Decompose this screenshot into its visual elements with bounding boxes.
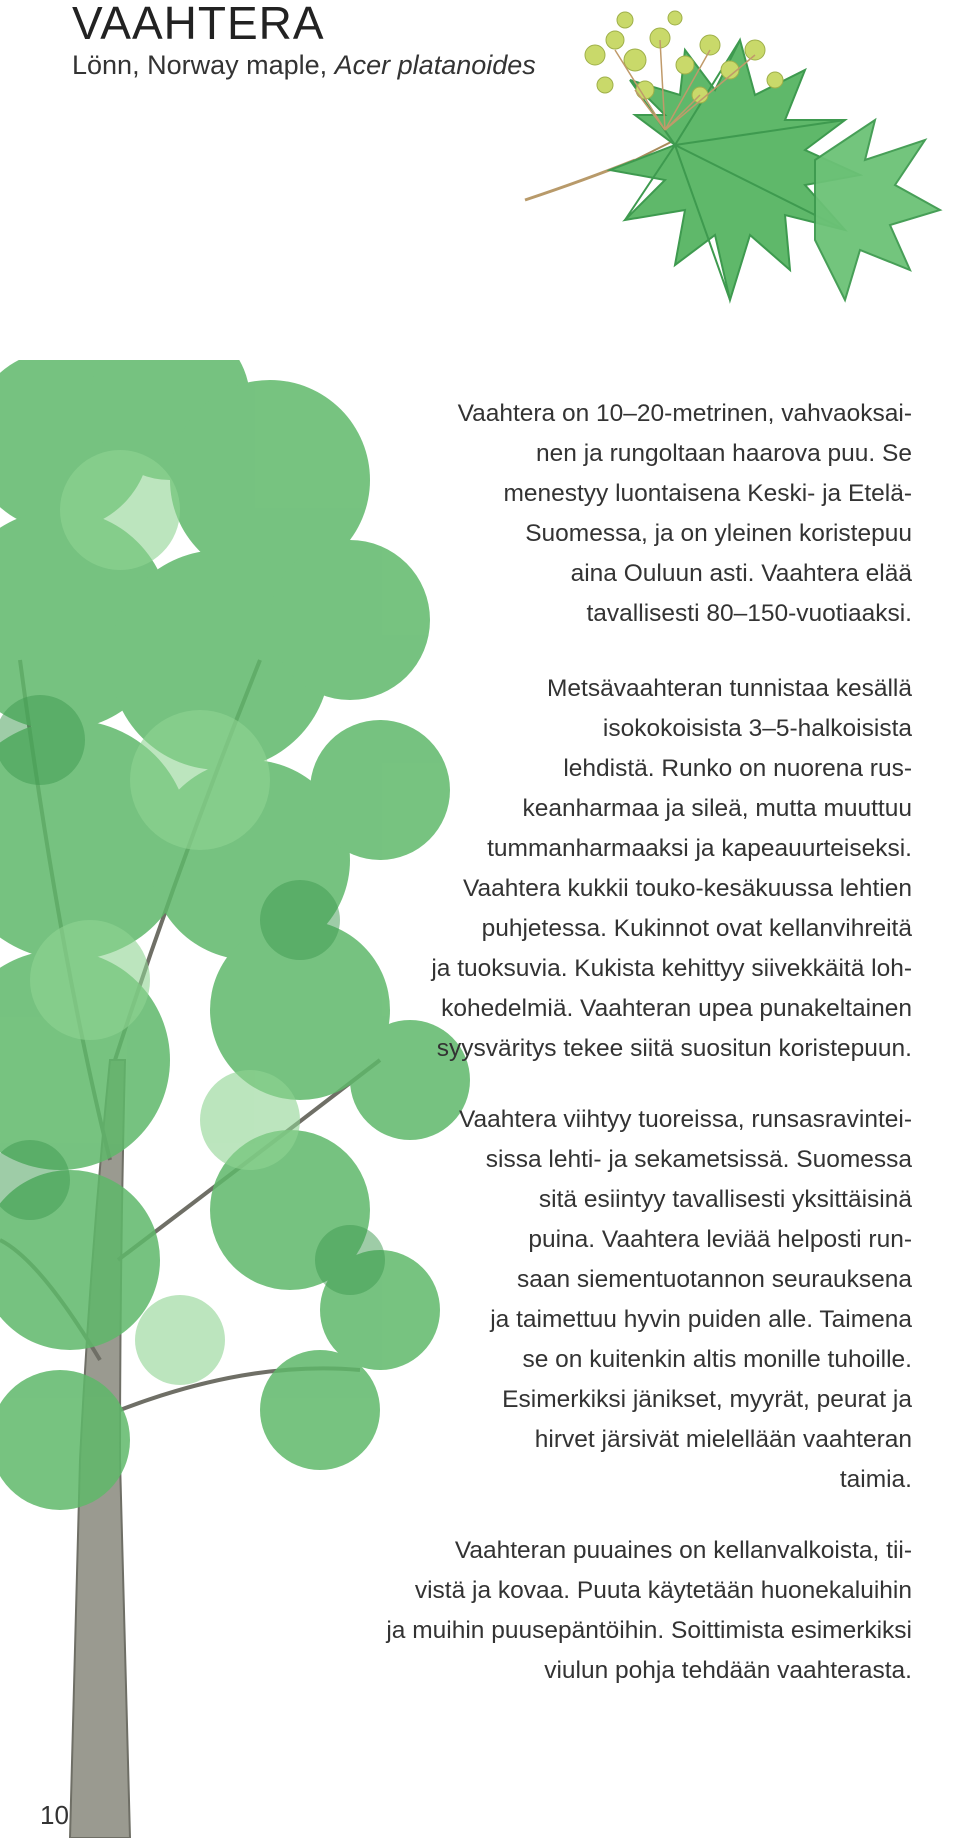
text-line: syysväritys tekee siitä suositun koristepuun. [436,1035,912,1062]
text-line: ja taimettuu hyvin puiden alle. Taimena [490,1306,912,1333]
paragraph-identification [431,669,912,1069]
text-line: menestyy luontaisena Keski- ja Etelä- [503,480,912,507]
text-line: Vaahtera kukkii touko-kesäkuussa lehtien [463,875,912,902]
page-title: VAAHTERA [72,0,325,49]
text-line: nen ja rungoltaan haarova puu. Se [536,440,912,467]
paragraph-wood-use [386,1531,912,1691]
text-line: se on kuitenkin altis monille tuhoille. [522,1346,912,1373]
text-line: sitä esiintyy tavallisesti yksittäisinä [538,1186,912,1213]
text-line: isokokoisista 3–5-halkoisista [602,715,912,742]
text-line: tummanharmaaksi ja kapeauurteiseksi. [487,835,912,862]
text-line: aina Ouluun asti. Vaahtera elää [570,560,912,587]
text-line: ja muihin puusepäntöihin. Soittimista esimerkiksi [386,1617,912,1644]
text-line: Suomessa, ja on yleinen koristepuu [525,520,912,547]
text-line: keanharmaa ja sileä, mutta muuttuu [522,795,912,822]
species-names [72,48,536,82]
paragraph-habitat [459,1100,912,1500]
text-line: Vaahtera viihtyy tuoreissa, runsasravintei- [459,1106,912,1133]
text-line: saan siementuotannon seurauksena [516,1266,912,1293]
text-line: kohedelmiä. Vaahteran upea punakeltainen [441,995,912,1022]
text-line: sissa lehti- ja sekametsissä. Suomessa [485,1146,912,1173]
text-line: puhjetessa. Kukinnot ovat kellanvihreitä [481,915,912,942]
text-line: taimia. [839,1466,912,1493]
common-names: Lönn, Norway maple, [72,50,335,80]
text-line: Vaahtera on 10–20-metrinen, vahvaoksai- [457,400,912,427]
text-line: viulun pohja tehdään vaahterasta. [544,1657,912,1684]
text-line: hirvet järsivät mielellään vaahteran [534,1426,912,1453]
text-line: lehdistä. Runko on nuorena rus- [563,755,912,782]
paragraph-description [458,394,912,634]
maple-leaf-illustration [515,10,945,350]
text-line: Metsävaahteran tunnistaa kesällä [547,675,912,702]
text-line: Esimerkiksi jänikset, myyrät, peurat ja [502,1386,912,1413]
latin-name: Acer platanoides [334,50,536,80]
text-line: Vaahteran puuaines on kellanvalkoista, tii- [454,1537,912,1564]
page-number: 10 [40,1800,69,1830]
text-line: ja tuoksuvia. Kukista kehittyy siivekkäitä loh- [431,955,912,982]
text-line: vistä ja kovaa. Puuta käytetään huonekaluihin [414,1577,912,1604]
text-line: puina. Vaahtera leviää helposti run- [528,1226,912,1253]
text-line: tavallisesti 80–150-vuotiaaksi. [586,600,912,627]
